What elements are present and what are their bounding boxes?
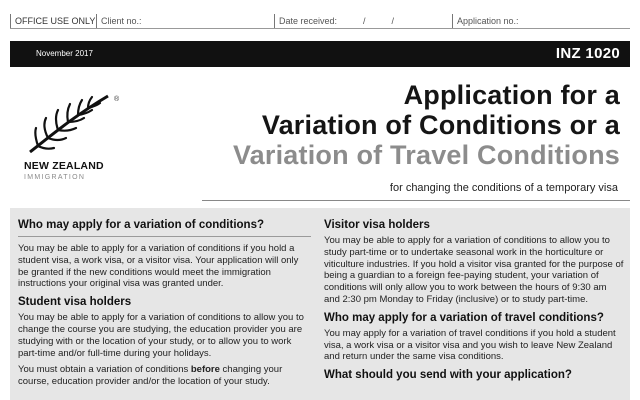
who-may-apply-text: You may be able to apply for a variation of conditions if you hold a student visa, a work visa, or a visitor visa. Your application will only be granted if the new conditions would meet the immigration instructions your original visa was granted under. — [18, 243, 299, 290]
title-line-2: Variation of Conditions or a — [261, 110, 620, 140]
nz-immigration-logo — [22, 90, 122, 185]
date-received-field[interactable] — [274, 14, 452, 28]
logo-new-zealand: NEW ZEALAND — [24, 160, 104, 172]
left-column — [18, 218, 311, 393]
office-use-label: OFFICE USE ONLY — [10, 14, 96, 28]
form-date: November 2017 — [36, 49, 93, 58]
must-obtain-pre: You must obtain a variation of conditions — [18, 364, 191, 376]
form-subtitle: for changing the conditions of a temporary visa — [389, 182, 618, 194]
title-line-3: Variation of Travel Conditions — [232, 140, 620, 170]
trademark-mark: ® — [114, 96, 120, 103]
heading-rule — [18, 236, 311, 237]
application-no-field[interactable] — [452, 14, 630, 28]
must-obtain-text — [18, 364, 311, 388]
form-code: INZ 1020 — [555, 45, 620, 62]
silver-fern-icon — [26, 90, 112, 156]
logo-immigration: IMMIGRATION — [24, 174, 86, 181]
date-slash-2: / — [391, 16, 395, 26]
office-use-underline — [10, 28, 630, 29]
title-line-1: Application for a — [403, 80, 620, 110]
travel-conditions-text: You may apply for a variation of travel conditions if you hold a student visa, a work visa or a visitor visa and you wish to leave New Zealand and return under the same visa conditions. — [324, 327, 616, 363]
date-received-label: Date received: — [279, 16, 338, 26]
student-visa-heading: Student visa holders — [18, 296, 132, 309]
who-may-apply-heading: Who may apply for a variation of conditions? — [18, 219, 264, 231]
header-bar — [10, 41, 630, 67]
travel-conditions-heading: Who may apply for a variation of travel conditions? — [324, 311, 604, 324]
must-obtain-post: changing your course, education provider and/or the location of your study. — [18, 364, 283, 388]
must-obtain-bold: before — [190, 364, 220, 376]
form-title — [233, 80, 620, 170]
title-divider — [202, 200, 630, 201]
date-slash-1: / — [363, 16, 366, 26]
what-to-send-heading: What should you send with your application? — [324, 369, 572, 382]
right-column — [324, 218, 624, 385]
visitor-visa-text: You may be able to apply for a variation of conditions to allow you to study part-time or to undertake seasonal work in the horticulture or viticulture industries. If you hold a visitor visa granted for the purpose of being a guardian to a foreign fee-paying student, your variation of conditions will only allow you to work between the hours of 9:30 am and 2:30 pm Monday to Friday (inclusive) or to study part-time. — [324, 235, 624, 305]
office-use-row — [10, 14, 630, 28]
client-no-field[interactable] — [96, 14, 274, 28]
student-visa-text: You may be able to apply for a variation of conditions to allow you to change the course you are studying, the education provider you are studying with or the location of your study, or to allow you to work part-time and/or full-time during your holidays. — [18, 312, 304, 359]
application-no-label: Application no.: — [457, 16, 519, 26]
client-no-label: Client no.: — [101, 16, 142, 26]
visitor-visa-heading: Visitor visa holders — [324, 219, 430, 231]
